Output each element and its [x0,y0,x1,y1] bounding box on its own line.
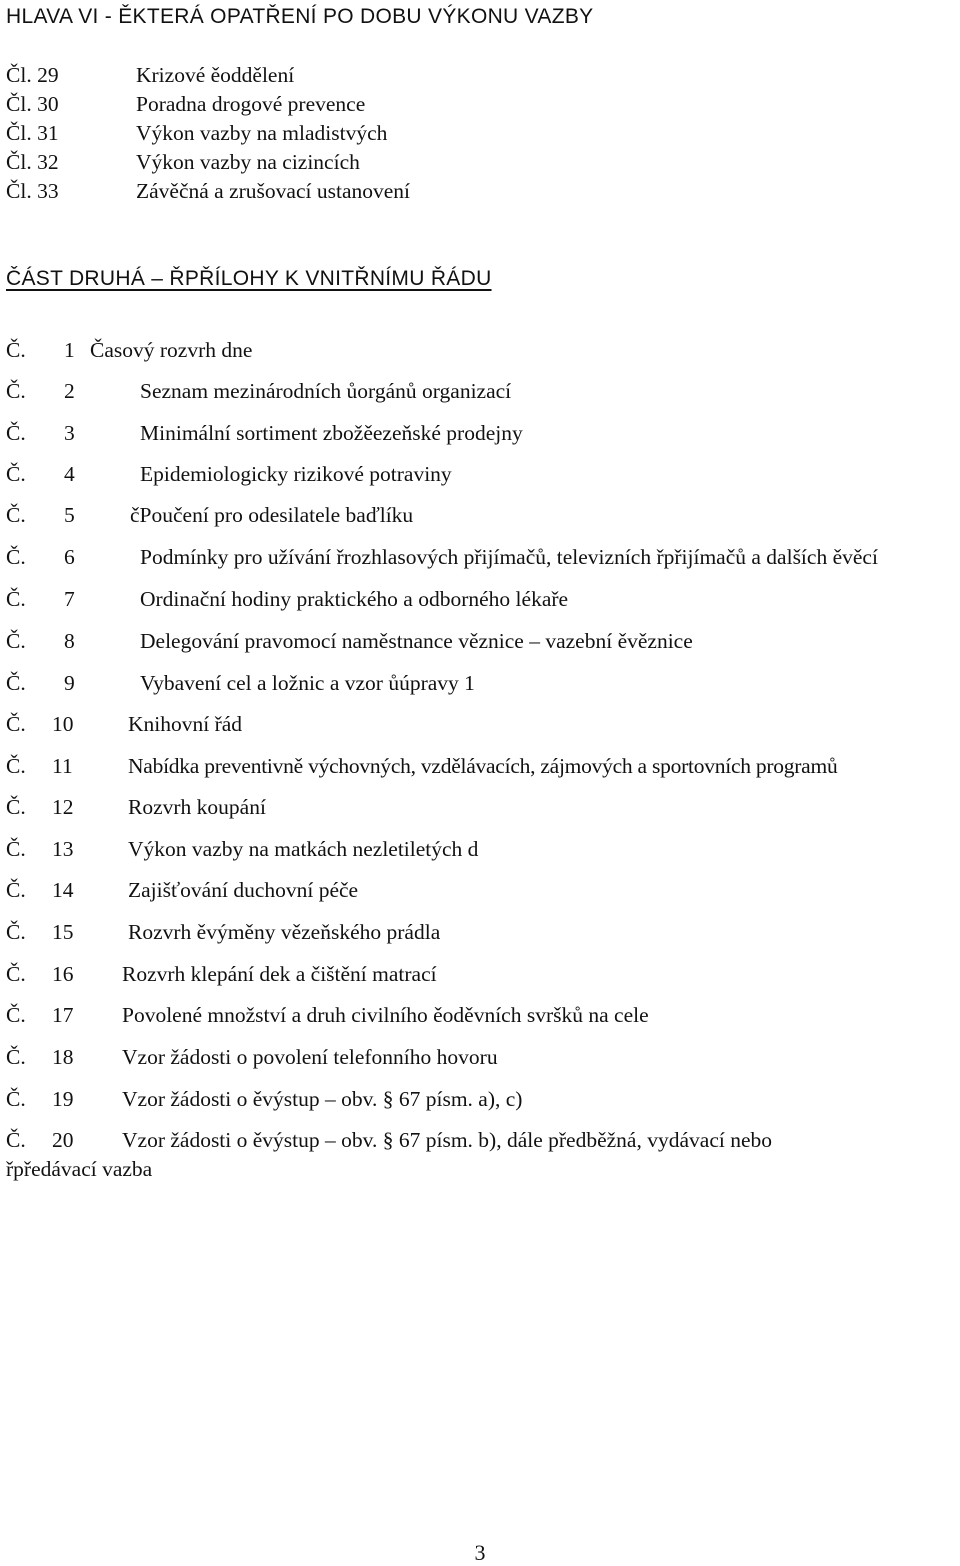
annex-title: Rozvrh koupání [128,795,266,819]
annex-number: 10 [52,712,74,736]
annex-number: 4 [64,462,75,486]
list-item [6,671,475,695]
annex-number: 6 [64,545,75,569]
list-item [6,121,388,145]
article-number: Čl. 29 [6,63,59,87]
annex-number: 13 [52,837,74,861]
list-item [6,1003,649,1027]
annex-title: Epidemiologicky rizikové potraviny [140,462,452,486]
article-number: Čl. 32 [6,150,59,174]
article-number: Čl. 33 [6,179,59,203]
annex-title: Delegování pravomocí naměstnance věznice – vazební ěvěznice [140,629,693,653]
list-item [6,712,243,736]
annex-prefix: Č. [6,1087,26,1111]
annex-prefix: Č. [6,920,26,944]
article-title: Krizové ěoddělení [136,63,295,87]
annex-title: Výkon vazby na matkách nezletiletých d [128,837,479,861]
list-item [6,150,360,174]
annex-number: 7 [64,587,75,611]
list-item [6,421,523,445]
annex-title: Vzor žádosti o ěvýstup – obv. § 67 písm. a), c) [122,1087,523,1111]
list-item [6,462,452,486]
annex-prefix: Č. [6,1128,26,1152]
annex-title: Zajišťování duchovní péče [128,878,359,902]
annex-prefix: Č. [6,629,26,653]
annex-prefix: Č. [6,545,26,569]
annex-title: Časový rozvrh dne [90,338,253,362]
annex-title-continuation: řpředávací vazba [6,1157,153,1181]
annex-title: čPoučení pro odesilatele baďlíku [130,503,414,527]
list-item [6,629,693,653]
annex-title: Povolené množství a druh civilního ěoděvních svršků na cele [122,1003,649,1027]
annex-number: 19 [52,1087,74,1111]
list-item [6,962,437,986]
list-item [6,92,366,116]
annex-number: 1 [64,338,75,362]
list-item [6,545,878,569]
annex-title: Podmínky pro užívání řrozhlasových přijímačů, televizních řpřijímačů a dalších ěvěcí [140,545,878,569]
chapter-heading: HLAVA VI - ĚKTERÁ OPATŘENÍ PO DOBU VÝKONU VAZBY [6,5,594,28]
list-item [6,1045,498,1069]
annex-title: Knihovní řád [128,712,243,736]
annex-prefix: Č. [6,587,26,611]
annex-prefix: Č. [6,878,26,902]
list-item [6,837,479,861]
annex-title: Minimální sortiment zbožěezeňské prodejny [140,421,523,445]
article-title: Závěčná a zrušovací ustanovení [136,179,410,203]
annex-number: 20 [52,1128,74,1152]
annex-prefix: Č. [6,795,26,819]
annex-number: 5 [64,503,75,527]
annex-prefix: Č. [6,962,26,986]
list-item [6,503,414,527]
annex-number: 16 [52,962,74,986]
annex-number: 11 [52,754,73,778]
list-item [6,587,569,611]
annex-number: 18 [52,1045,74,1069]
annex-title: Ordinační hodiny praktického a odborného lékaře [140,587,569,611]
annex-title: Vybavení cel a ložnic a vzor ůúpravy 1 [140,671,475,695]
part-heading: ČÁST DRUHÁ – ŘPŘÍLOHY K VNITŘNÍMU ŘÁDU [6,267,492,290]
annex-prefix: Č. [6,338,26,362]
article-title: Výkon vazby na mladistvých [136,121,388,145]
article-number: Čl. 31 [6,121,59,145]
annex-prefix: Č. [6,503,26,527]
article-title: Poradna drogové prevence [136,92,366,116]
annex-number: 14 [52,878,74,902]
list-item [6,1128,772,1152]
article-number: Čl. 30 [6,92,59,116]
list-item [6,338,253,362]
annex-prefix: Č. [6,379,26,403]
annex-title: Rozvrh ěvýměny vězeňského prádla [128,920,441,944]
annex-number: 17 [52,1003,74,1027]
list-item [6,1087,523,1111]
annex-number: 8 [64,629,75,653]
annex-title: Vzor žádosti o povolení telefonního hovoru [122,1045,498,1069]
annex-prefix: Č. [6,1003,26,1027]
list-item [6,754,838,778]
annex-title: Vzor žádosti o ěvýstup – obv. § 67 písm. b), dále předběžná, vydávací nebo [122,1128,772,1152]
annex-prefix: Č. [6,671,26,695]
list-item [6,379,512,403]
annex-number: 9 [64,671,75,695]
annex-title: Nabídka preventivně výchovných, vzdělávacích, zájmových a sportovních programů [128,754,838,778]
annex-prefix: Č. [6,837,26,861]
annex-number: 2 [64,379,75,403]
article-title: Výkon vazby na cizincích [136,150,360,174]
list-item [6,795,266,819]
list-item [6,63,295,87]
list-item [6,920,441,944]
page-number: 3 [474,1540,486,1565]
annex-title: Rozvrh klepání dek a čištění matrací [122,962,437,986]
annex-title: Seznam mezinárodních ůorgánů organizací [140,379,512,403]
annex-prefix: Č. [6,1045,26,1069]
annex-number: 15 [52,920,74,944]
list-item [6,878,359,902]
annex-prefix: Č. [6,754,26,778]
list-item [6,179,410,203]
annex-prefix: Č. [6,421,26,445]
annex-number: 3 [64,421,75,445]
annex-prefix: Č. [6,712,26,736]
list-item-continuation [6,1159,152,1181]
annex-number: 12 [52,795,74,819]
annex-prefix: Č. [6,462,26,486]
